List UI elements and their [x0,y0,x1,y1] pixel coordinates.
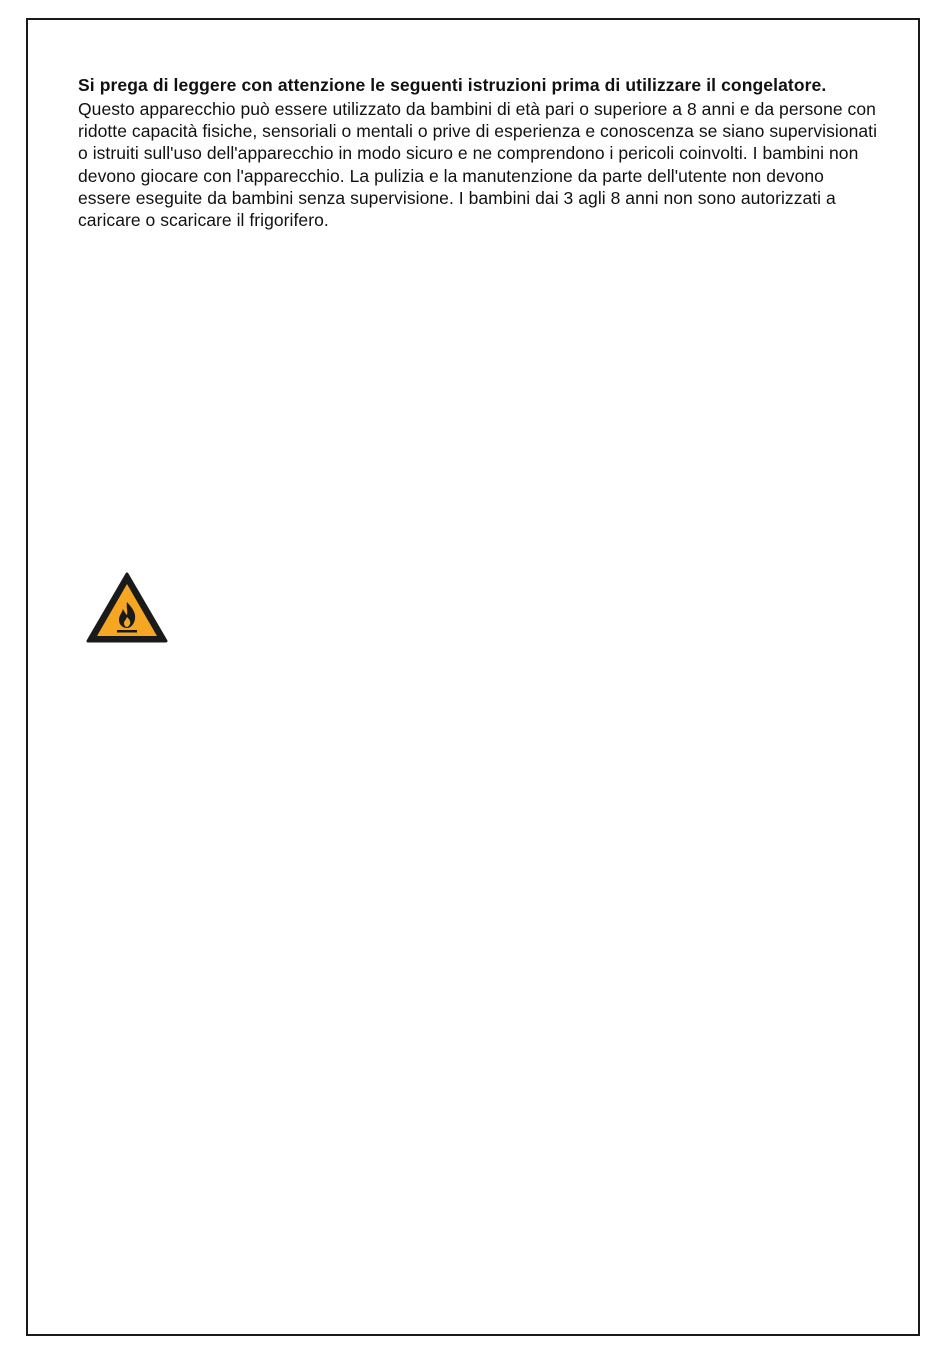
instructions-heading: Si prega di leggere con attenzione le seguenti istruzioni prima di utilizzare il congelatore. [78,75,827,95]
instructions-body: Questo apparecchio può essere utilizzato da bambini di età pari o superiore a 8 anni e da persone con ridotte capacità fisiche, sensoriali o mentali o prive di esperienza e conoscenza se siano supervisionati o istruiti sull'uso dell'apparecchio in modo sicuro e ne comprendono i pericoli coinvolti. I bambini non devono giocare con l'apparecchio. La pulizia e la manutenzione da parte dell'utente non devono essere eseguite da bambini senza supervisione. I bambini dai 3 agli 8 anni non sono autorizzati a caricare o scaricare il frigorifero. [78,99,878,231]
instructions-section [78,75,878,231]
flammable-warning-icon [86,572,168,644]
